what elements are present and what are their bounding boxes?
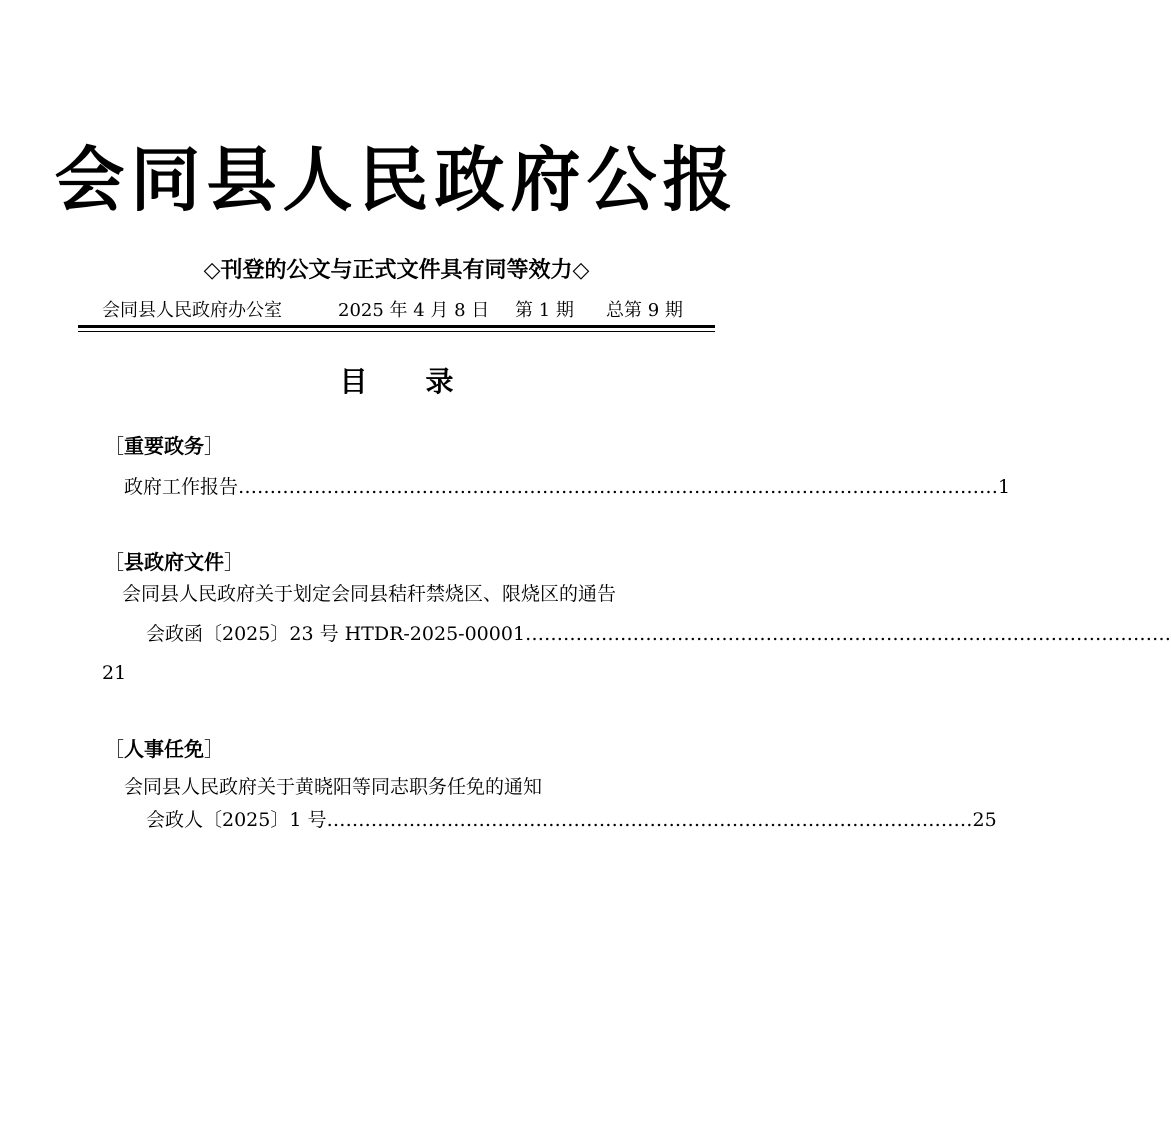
toc-leader-dots: ………………………………………………………………………………………… (326, 809, 973, 831)
issue-number: 第 1 期 (515, 300, 574, 321)
toc-entry-doc-number: 会政人〔2025〕1 号 (146, 809, 327, 831)
toc-title-char-1: 目 (339, 365, 368, 398)
toc-section-heading: ［重要政务］ (104, 434, 224, 458)
toc-leader-dots: ………………………………………………………………………………………………………… (238, 476, 999, 498)
toc-entry[interactable] (124, 473, 1011, 501)
toc-entry-title[interactable]: 会同县人民政府关于划定会同县秸秆禁烧区、限烧区的通告 (122, 583, 617, 605)
toc-leader-dots: ………………………………………………………………………………………… (525, 623, 1171, 645)
toc-title-char-2: 录 (425, 365, 454, 398)
toc-section-heading-text: 重要政务 (124, 434, 204, 458)
toc-section-heading-text: 县政府文件 (124, 550, 224, 574)
toc-entry-title[interactable]: 会同县人民政府关于黄晓阳等同志职务任免的通知 (124, 776, 543, 798)
toc-entry-page: 25 (972, 809, 997, 831)
header-rule-thick (78, 325, 715, 328)
toc-title (0, 362, 793, 402)
gazette-tagline: ◇刊登的公文与正式文件具有同等效力◇ (203, 258, 590, 283)
toc-entry-docnumber-row[interactable] (146, 620, 1171, 648)
toc-entry-page: 1 (998, 476, 1011, 498)
toc-section-heading-text: 人事任免 (124, 737, 204, 761)
toc-entry-docnumber-row[interactable] (146, 806, 997, 834)
toc-entry-page: 21 (102, 662, 127, 684)
toc-entry-title: 政府工作报告 (124, 476, 239, 498)
publisher-name: 会同县人民政府办公室 (102, 300, 282, 321)
gazette-masthead-title: 会同县人民政府公报 (54, 138, 739, 221)
toc-entry-doc-number: 会政函〔2025〕23 号 HTDR-2025-00001 (146, 623, 526, 645)
header-rule-thin (78, 331, 715, 332)
toc-section-heading: ［人事任免］ (104, 737, 224, 761)
total-issue-number: 总第 9 期 (606, 300, 683, 321)
issue-date: 2025 年 4 月 8 日 (338, 300, 490, 321)
toc-section-heading: ［县政府文件］ (104, 550, 244, 574)
